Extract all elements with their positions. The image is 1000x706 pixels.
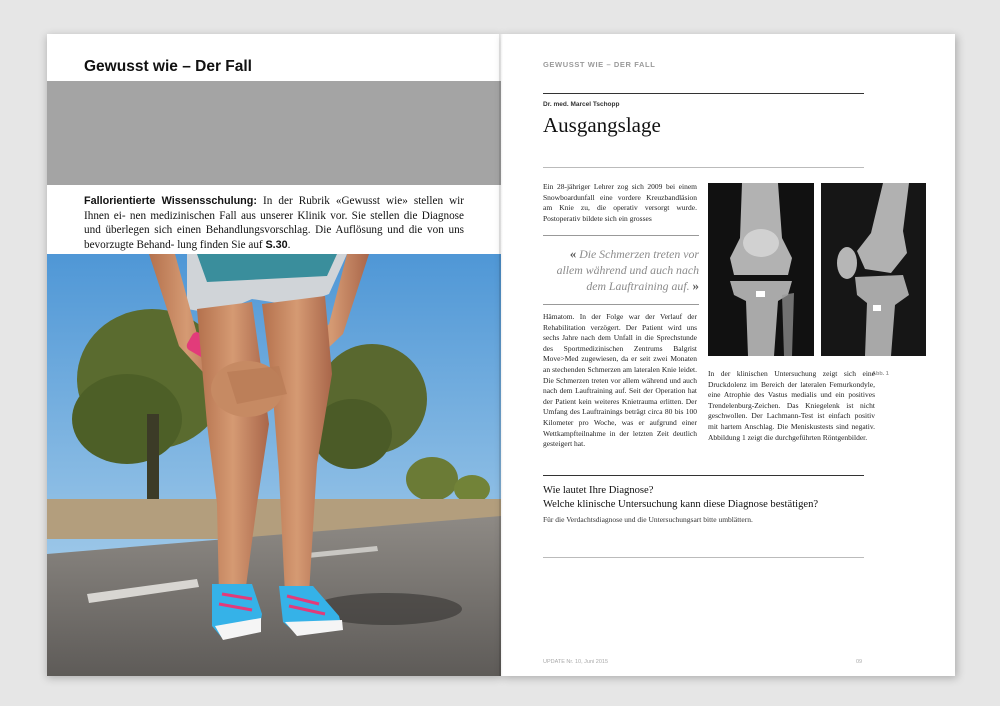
intro-text-1: In der Rubrik «Gewusst wie» stellen wir Ihnen ei- [84, 195, 465, 222]
page-number: 09 [856, 659, 863, 665]
intro-end: . [287, 238, 291, 251]
xray-ap-image [708, 183, 814, 356]
section-header: Gewusst wie – Der Fall [84, 58, 252, 75]
xray-lateral-image [821, 183, 926, 356]
top-rule [543, 93, 864, 94]
intro-text-2: nen medizinischen Fall aus unserer Klinik vor. Sie stellen die Diagnose und überlegen [84, 209, 465, 237]
pull-quote-text: Die Schmerzen treten vor allem während und auch nach dem Lauftraining auf. [556, 247, 699, 293]
intro-paragraph [84, 194, 464, 252]
question-diagnosis: Wie lautet Ihre Diagnose? [543, 485, 654, 496]
left-page [47, 34, 501, 676]
questions-block [543, 484, 873, 512]
intro-text-4: lung finden Sie auf [177, 238, 263, 251]
intro-lead: Fallorientierte Wissensschulung: [84, 195, 257, 207]
quote-rule-top [543, 235, 699, 236]
book-spine-shadow [499, 34, 503, 676]
grey-header-band [47, 81, 501, 185]
figure-label: Abb. 1 [872, 371, 889, 377]
runner-illustration [47, 254, 501, 676]
title-rule [543, 167, 864, 168]
article-title: Ausgangslage [543, 113, 661, 137]
turn-page-note: Für die Verdachtsdiagnose und die Untersuchungsart bitte umblättern. [543, 515, 753, 524]
intro-page-ref: S.30 [265, 238, 288, 251]
body-column-1-top: Ein 28-jähriger Lehrer zog sich 2009 bei einem Snowboardunfall eine vordere Kreuzbandläsion am Knie zu, die operativ versorgt wurde. Postoperativ bildete sich ein grosses [543, 182, 697, 223]
body-column-1-bottom: Hämatom. In der Folge war der Verlauf der Rehabilitation verzögert. Der Patient wird uns sechs Jahre nach dem Unfall in die Sprechstunde des Sportmedizinischen Zentrums Balgrist Move>Med zugewiesen, da er seit zwei Monaten an stechenden Schmerzen am lateralen Knie leidet. Die Schmerzen treten vor allem während und auch nach dem Lauftraining auf. Seit der Operation hat der Patient kein weiteres Knietrauma erlitten. Der Umfang des Lauftrainings beträgt circa 80 bis 100 Kilometer pro Woche, was er aufgrund einer Wettkampfteilnahme in der letzten Zeit deutlich gesteigert hat. [543, 312, 697, 449]
xray-lateral-illustration [821, 183, 926, 356]
bottom-rule [543, 557, 864, 558]
right-page [501, 34, 955, 676]
runner-knee-photo [47, 254, 501, 676]
question-examination: Welche klinische Untersuchung kann diese Diagnose bestätigen? [543, 499, 819, 510]
questions-rule [543, 475, 864, 476]
footer-issue: UPDATE Nr. 10, Juni 2015 [543, 659, 609, 665]
quote-close-mark: » [692, 278, 699, 293]
intro-text-3: sich einen Behandlungsvorschlag. Die Auflösung und die von uns bevorzugte Behand- [84, 224, 465, 251]
author-line: Dr. med. Marcel Tschopp [543, 101, 620, 108]
quote-open-mark: « [569, 246, 577, 261]
body-column-2: In der klinischen Untersuchung zeigt sich eine Druckdolenz im Bereich der lateralen Femurkondyle, eine Atrophie des Vastus medialis und ein positives Trendelenburg-Zeichen. Das Kniegelenk ist nicht geschwollen. Der Lachmann-Test ist einfach positiv mit hartem Anschlag. Die Meniskustests sind negativ. Abbildung 1 zeigt die durchgeführten Röntgenbilder. [708, 369, 875, 442]
running-head: GEWUSST WIE – DER FALL [543, 60, 656, 69]
quote-rule-bottom [543, 304, 699, 305]
xray-ap-illustration [708, 183, 814, 356]
pull-quote [543, 246, 699, 294]
